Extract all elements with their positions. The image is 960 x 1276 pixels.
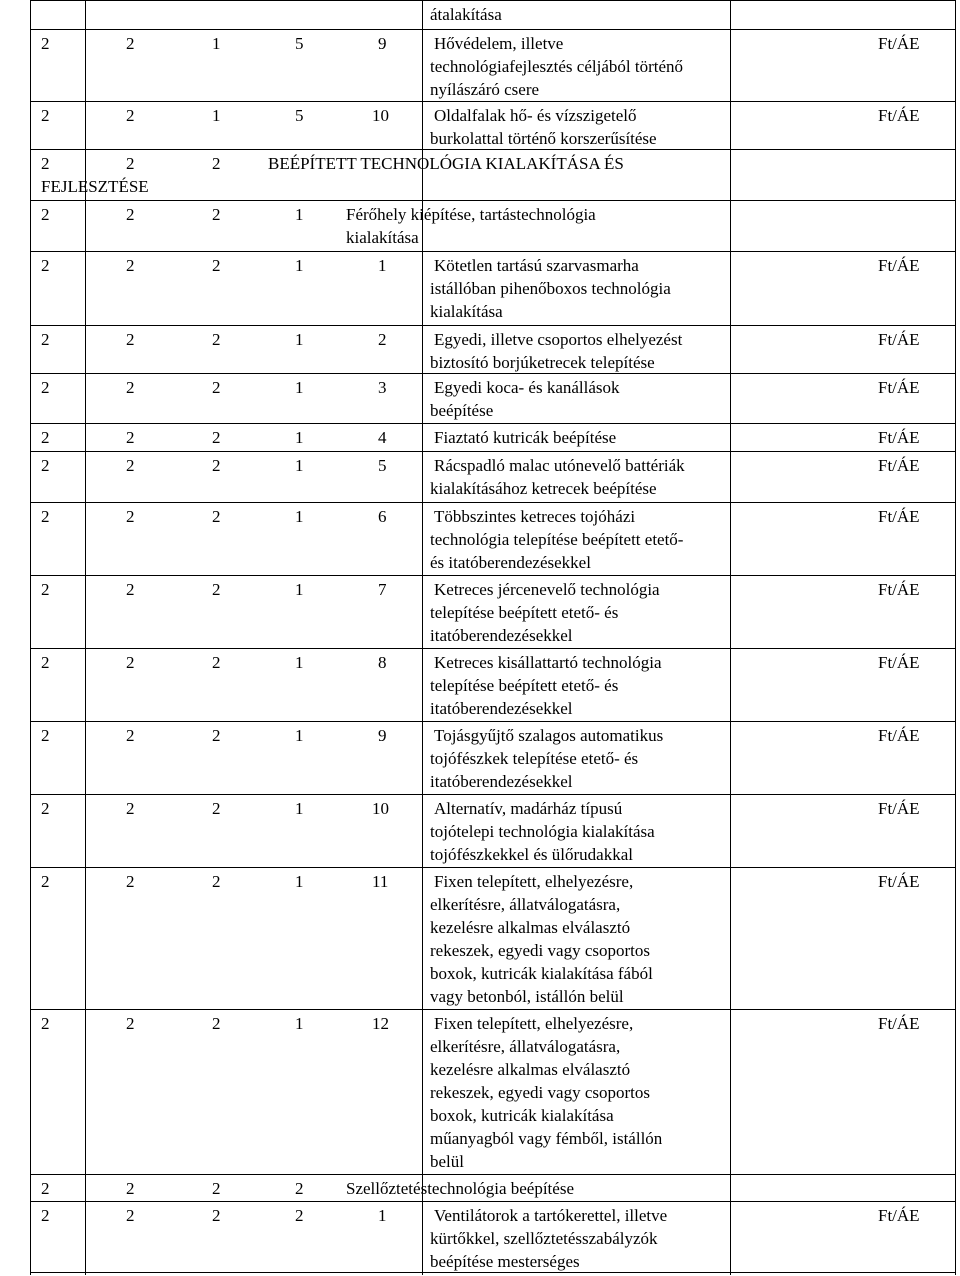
code-digit: 2 <box>378 330 387 349</box>
description-line: technológia telepítése beépített etető- <box>430 530 684 549</box>
code-digit: 1 <box>295 799 304 818</box>
description-line: Hővédelem, illetve <box>434 34 564 53</box>
code-digit: 2 <box>41 256 50 275</box>
unit-label: Ft/ÁE <box>878 330 920 349</box>
code-digit: 2 <box>41 34 50 53</box>
code-digit: 2 <box>41 507 50 526</box>
code-digit: 2 <box>126 872 135 891</box>
grid-vline <box>730 0 731 1275</box>
code-digit: 2 <box>126 205 135 224</box>
grid-hline <box>30 867 956 868</box>
code-digit: 2 <box>212 378 221 397</box>
code-digit: 5 <box>378 456 387 475</box>
grid-hline <box>30 101 956 102</box>
description-line: Férőhely kiépítése, tartástechnológia <box>346 205 596 224</box>
description-line: Ketreces kisállattartó technológia <box>434 653 662 672</box>
description-line: kezelésre alkalmas elválasztó <box>430 1060 631 1079</box>
grid-hline <box>30 200 956 201</box>
code-digit: 2 <box>126 154 135 173</box>
code-digit: 2 <box>212 507 221 526</box>
code-digit: 12 <box>372 1014 389 1033</box>
code-digit: 2 <box>212 428 221 447</box>
code-digit: 2 <box>212 205 221 224</box>
grid-vline <box>422 0 423 1275</box>
code-digit: 2 <box>41 1206 50 1225</box>
grid-vline <box>955 0 956 1275</box>
grid-hline <box>30 325 956 326</box>
code-digit: 5 <box>295 106 304 125</box>
code-digit: 2 <box>126 799 135 818</box>
unit-label: Ft/ÁE <box>878 428 920 447</box>
description-line: Fiaztató kutricák beépítése <box>434 428 617 447</box>
description-line: belül <box>430 1152 464 1171</box>
description-line: tojófészkek telepítése etető- és <box>430 749 639 768</box>
grid-hline <box>30 451 956 452</box>
code-digit: 1 <box>295 456 304 475</box>
code-digit: 3 <box>378 378 387 397</box>
grid-hline <box>30 423 956 424</box>
unit-label: Ft/ÁE <box>878 456 920 475</box>
code-digit: 1 <box>295 872 304 891</box>
description-line: elkerítésre, állatválogatásra, <box>430 895 621 914</box>
code-digit: 2 <box>126 34 135 53</box>
unit-label: Ft/ÁE <box>878 106 920 125</box>
description-line: Tojásgyűjtő szalagos automatikus <box>434 726 664 745</box>
grid-hline <box>30 1174 956 1175</box>
code-digit: 4 <box>378 428 387 447</box>
grid-hline <box>30 721 956 722</box>
description-line: itatóberendezésekkel <box>430 772 573 791</box>
code-digit: 1 <box>212 34 221 53</box>
code-digit: 2 <box>41 799 50 818</box>
code-digit: 2 <box>212 256 221 275</box>
description-line: rekeszek, egyedi vagy csoportos <box>430 1083 650 1102</box>
description-line: istállóban pihenőboxos technológia <box>430 279 671 298</box>
code-digit: 2 <box>126 456 135 475</box>
code-digit: 1 <box>295 507 304 526</box>
grid-hline <box>30 0 956 1</box>
code-digit: 5 <box>295 34 304 53</box>
description-line: kialakítása <box>346 228 419 247</box>
description-line: Rácspadló malac utónevelő battériák <box>434 456 685 475</box>
code-digit: 2 <box>41 330 50 349</box>
code-digit: 11 <box>372 872 389 891</box>
code-digit: 1 <box>295 330 304 349</box>
grid-vline <box>30 0 31 1275</box>
code-digit: 2 <box>41 580 50 599</box>
description-line: Kötetlen tartású szarvasmarha <box>434 256 639 275</box>
code-digit: 2 <box>41 872 50 891</box>
description-line: Egyedi koca- és kanállások <box>434 378 620 397</box>
code-digit: 1 <box>295 205 304 224</box>
description-line: Ventilátorok a tartókerettel, illetve <box>434 1206 668 1225</box>
code-digit: 2 <box>126 378 135 397</box>
code-digit: 2 <box>41 106 50 125</box>
description-line: Fixen telepített, elhelyezésre, <box>434 872 634 891</box>
code-digit: 2 <box>295 1179 304 1198</box>
code-digit: 2 <box>41 456 50 475</box>
code-digit: 1 <box>378 256 387 275</box>
description-line: Fixen telepített, elhelyezésre, <box>434 1014 634 1033</box>
code-digit: 1 <box>295 726 304 745</box>
grid-hline <box>30 648 956 649</box>
code-digit: 2 <box>41 378 50 397</box>
code-digit: 10 <box>372 799 389 818</box>
code-digit: 8 <box>378 653 387 672</box>
code-digit: 2 <box>126 256 135 275</box>
code-digit: 1 <box>295 428 304 447</box>
description-line: kezelésre alkalmas elválasztó <box>430 918 631 937</box>
unit-label: Ft/ÁE <box>878 726 920 745</box>
unit-label: Ft/ÁE <box>878 34 920 53</box>
code-digit: 2 <box>212 872 221 891</box>
description-line: átalakítása <box>430 5 502 24</box>
code-digit: 1 <box>295 378 304 397</box>
description-line: FEJLESZTÉSE <box>41 177 149 196</box>
code-digit: 9 <box>378 726 387 745</box>
grid-hline <box>30 502 956 503</box>
grid-hline <box>30 29 956 30</box>
grid-hline <box>30 575 956 576</box>
code-digit: 1 <box>212 106 221 125</box>
code-digit: 2 <box>126 1014 135 1033</box>
code-digit: 2 <box>126 653 135 672</box>
code-digit: 2 <box>295 1206 304 1225</box>
code-digit: 1 <box>378 1206 387 1225</box>
description-line: Többszintes ketreces tojóházi <box>434 507 636 526</box>
description-line: beépítése mesterséges <box>430 1252 580 1271</box>
code-digit: 2 <box>41 1014 50 1033</box>
code-digit: 2 <box>212 726 221 745</box>
code-digit: 2 <box>126 1179 135 1198</box>
code-digit: 2 <box>212 1179 221 1198</box>
code-digit: 7 <box>378 580 387 599</box>
description-line: Szellőztetéstechnológia beépítése <box>346 1179 574 1198</box>
code-digit: 2 <box>41 726 50 745</box>
code-digit: 1 <box>295 653 304 672</box>
description-line: biztosító borjúketrecek telepítése <box>430 353 655 372</box>
description-line: tojótelepi technológia kialakítása <box>430 822 655 841</box>
code-digit: 2 <box>126 1206 135 1225</box>
unit-label: Ft/ÁE <box>878 799 920 818</box>
code-digit: 2 <box>41 154 50 173</box>
description-line: nyílászáró csere <box>430 80 540 99</box>
description-line: műanyagból vagy fémből, istállón <box>430 1129 663 1148</box>
unit-label: Ft/ÁE <box>878 256 920 275</box>
code-digit: 1 <box>295 580 304 599</box>
code-digit: 10 <box>372 106 389 125</box>
description-line: technológiafejlesztés céljából történő <box>430 57 684 76</box>
description-line: itatóberendezésekkel <box>430 626 573 645</box>
description-line: és itatóberendezésekkel <box>430 553 591 572</box>
grid-hline <box>30 1201 956 1202</box>
code-digit: 1 <box>295 1014 304 1033</box>
description-line: burkolattal történő korszerűsítése <box>430 129 657 148</box>
code-digit: 2 <box>212 580 221 599</box>
description-line: Egyedi, illetve csoportos elhelyezést <box>434 330 683 349</box>
grid-hline <box>30 794 956 795</box>
code-digit: 2 <box>41 428 50 447</box>
unit-label: Ft/ÁE <box>878 580 920 599</box>
code-digit: 2 <box>126 106 135 125</box>
description-line: kialakítása <box>430 302 503 321</box>
description-line: Ketreces jércenevelő technológia <box>434 580 660 599</box>
code-digit: 2 <box>212 1206 221 1225</box>
description-line: Oldalfalak hő- és vízszigetelő <box>434 106 637 125</box>
code-digit: 1 <box>295 256 304 275</box>
grid-hline <box>30 251 956 252</box>
grid-hline <box>30 1009 956 1010</box>
code-digit: 2 <box>41 1179 50 1198</box>
code-digit: 9 <box>378 34 387 53</box>
code-digit: 2 <box>41 653 50 672</box>
code-digit: 2 <box>212 456 221 475</box>
code-digit: 6 <box>378 507 387 526</box>
unit-label: Ft/ÁE <box>878 872 920 891</box>
description-line: elkerítésre, állatválogatásra, <box>430 1037 621 1056</box>
description-line: vagy betonból, istállón belül <box>430 987 624 1006</box>
unit-label: Ft/ÁE <box>878 653 920 672</box>
unit-label: Ft/ÁE <box>878 378 920 397</box>
description-line: boxok, kutricák kialakítása <box>430 1106 614 1125</box>
code-digit: 2 <box>126 507 135 526</box>
description-line: tojófészkekkel és ülőrudakkal <box>430 845 633 864</box>
code-digit: 2 <box>212 154 221 173</box>
description-line: kialakításához ketrecek beépítése <box>430 479 657 498</box>
unit-label: Ft/ÁE <box>878 507 920 526</box>
unit-label: Ft/ÁE <box>878 1206 920 1225</box>
code-digit: 2 <box>126 580 135 599</box>
code-digit: 2 <box>212 1014 221 1033</box>
description-line: telepítése beépített etető- és <box>430 676 619 695</box>
code-digit: 2 <box>126 428 135 447</box>
description-line: telepítése beépített etető- és <box>430 603 619 622</box>
description-line: Alternatív, madárház típusú <box>434 799 623 818</box>
description-line: BEÉPÍTETT TECHNOLÓGIA KIALAKÍTÁSA ÉS <box>268 154 624 173</box>
description-line: kürtőkkel, szellőztetésszabályzók <box>430 1229 658 1248</box>
code-digit: 2 <box>126 726 135 745</box>
code-digit: 2 <box>126 330 135 349</box>
description-line: beépítése <box>430 401 494 420</box>
code-digit: 2 <box>212 330 221 349</box>
code-digit: 2 <box>41 205 50 224</box>
code-digit: 2 <box>212 653 221 672</box>
code-digit: 2 <box>212 799 221 818</box>
description-line: itatóberendezésekkel <box>430 699 573 718</box>
unit-label: Ft/ÁE <box>878 1014 920 1033</box>
description-line: rekeszek, egyedi vagy csoportos <box>430 941 650 960</box>
description-line: boxok, kutricák kialakítása fából <box>430 964 653 983</box>
